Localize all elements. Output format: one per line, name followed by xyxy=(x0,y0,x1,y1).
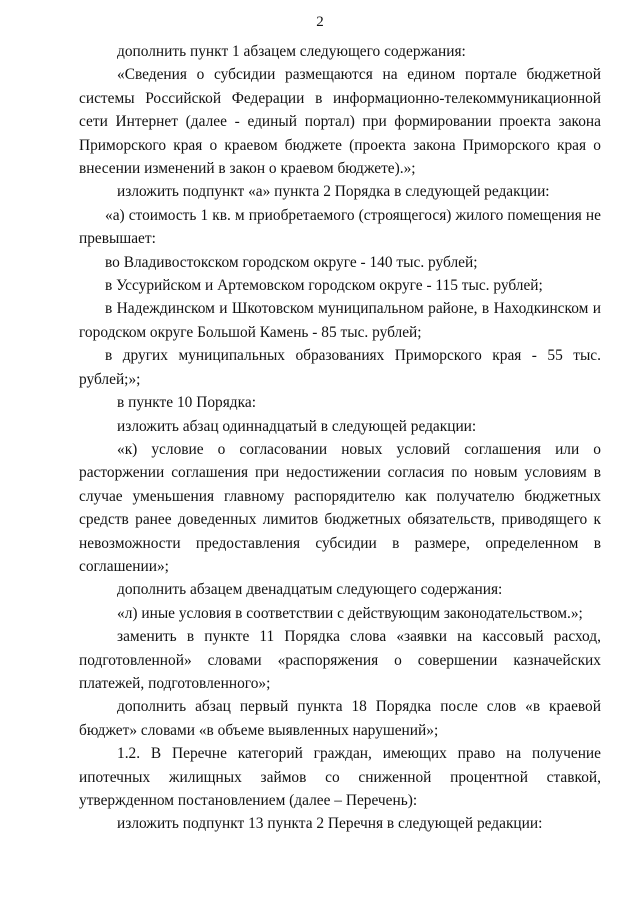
paragraph: в Надеждинском и Шкотовском муниципальном районе, в Находкинском и городском округе Большой Камень - 85 тыс. рублей; xyxy=(79,300,601,341)
paragraph: 1.2. В Перечне категорий граждан, имеющих право на получение ипотечных жилищных займов со сниженной процентной ставкой, утвержденном постановлением (далее – Перечень): xyxy=(79,745,601,809)
paragraph: дополнить пункт 1 абзацем следующего содержания: xyxy=(117,43,466,60)
paragraph: дополнить абзац первый пункта 18 Порядка после слов «в краевой бюджет» словами «в объеме выявленных нарушений»; xyxy=(79,698,601,739)
paragraph: в других муниципальных образованиях Приморского края - 55 тыс. рублей;»; xyxy=(79,347,601,388)
paragraph: изложить абзац одиннадцатый в следующей редакции: xyxy=(117,417,477,435)
paragraph: в Уссурийском и Артемовском городском округе - 115 тыс. рублей; xyxy=(105,277,543,295)
paragraph: «а) стоимость 1 кв. м приобретаемого (строящегося) жилого помещения не превышает: xyxy=(79,206,601,248)
paragraph: заменить в пункте 11 Порядка слова «заявки на кассовый расход, подготовленной» словами «распоряжения о совершении казначейских платежей, подготовленного»; xyxy=(79,628,601,692)
document-body xyxy=(79,40,601,836)
paragraph: изложить подпункт 13 пункта 2 Перечня в следующей редакции: xyxy=(117,815,543,833)
paragraph: «к) условие о согласовании новых условий соглашения или о расторжении соглашения при недостижении согласия по новым условиям в случае уменьшения главному распорядителю как получателю бюджетных средств ранее доведенных лимитов бюджетных обязательств, приводящего к невозможности предоставления субсидии в размере, определенном в соглашении»; xyxy=(79,440,601,575)
page-number: 2 xyxy=(316,14,324,30)
paragraph: «л) иные условия в соответствии с действующим законодательством.»; xyxy=(117,604,583,622)
paragraph: дополнить абзацем двенадцатым следующего содержания: xyxy=(117,581,503,599)
paragraph: во Владивостокском городском округе - 140 тыс. рублей; xyxy=(105,253,478,271)
paragraph: в пункте 10 Порядка: xyxy=(117,394,256,412)
paragraph: «Сведения о субсидии размещаются на едином портале бюджетной системы Российской Федерации в информационно-телекоммуникационной сети Интернет (далее - единый портал) при формировании проекта закона Приморского края о краевом бюджете (проекта закона Приморского края о внесении изменений в закон о краевом бюджете).»; xyxy=(79,66,601,178)
paragraph: изложить подпункт «а» пункта 2 Порядка в следующей редакции: xyxy=(117,183,550,201)
